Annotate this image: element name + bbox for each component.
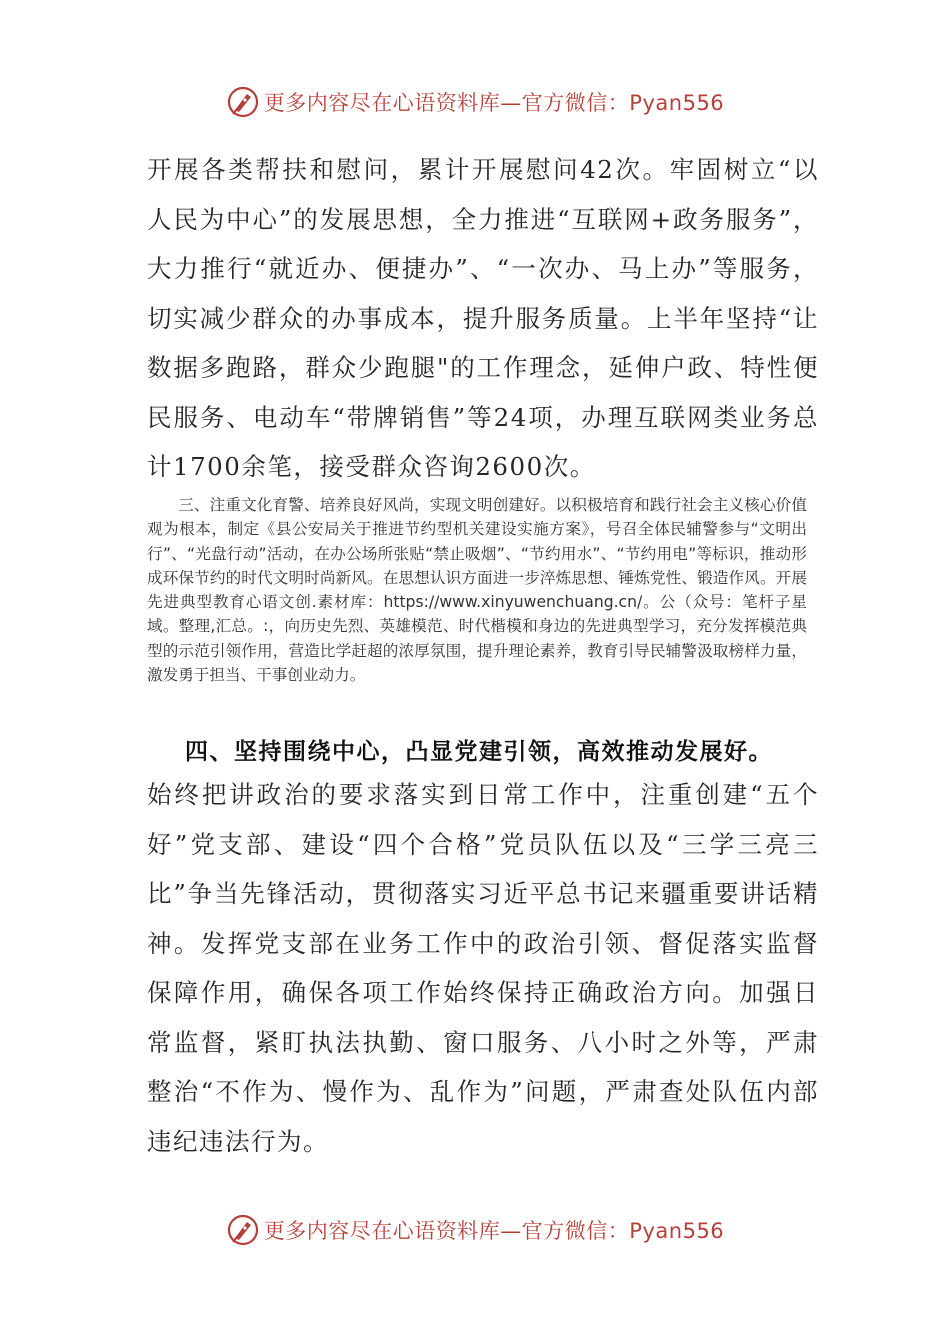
header-banner [0, 82, 950, 122]
pen-nib-icon [226, 85, 260, 119]
body-paragraph-1: 开展各类帮扶和慰问，累计开展慰问42次。牢固树立“以人民为中心”的发展思想，全力推进“互联网+政务服务”，大力推行“就近办、便捷办”、“一次办、马上办”等服务，切实减少群众的办事成本，提升服务质量。上半年坚持“让数据多跑路，群众少跑腿"的工作理念，延伸户政、特性便民服务、电动车“带牌销售”等24项，办理互联网类业务总计1700余笔，接受群众咨询2600次。 [147, 155, 819, 481]
header-banner-text: 更多内容尽在心语资料库—官方微信：Pyan556 [263, 91, 725, 115]
section-heading-4: 四、坚持围绕中心，凸显党建引领，高效推动发展好。 [185, 738, 773, 765]
pen-nib-icon [226, 1213, 260, 1247]
footer-banner [0, 1210, 950, 1250]
footer-banner-text: 更多内容尽在心语资料库—官方微信：Pyan556 [263, 1219, 725, 1243]
body-paragraph-3: 始终把讲政治的要求落实到日常工作中，注重创建“五个好”党支部、建设“四个合格”党员队伍以及“三学三亮三比”争当先锋活动，贯彻落实习近平总书记来疆重要讲话精神。发挥党支部在业务工作中的政治引领、督促落实监督保障作用，确保各项工作始终保持正确政治方向。加强日常监督，紧盯执法执勤、窗口服务、八小时之外等，严肃整治“不作为、慢作为、乱作为”问题，严肃查处队伍内部违纪违法行为。 [147, 780, 819, 1156]
body-paragraph-2: 三、注重文化育警、培养良好风尚，实现文明创建好。以积极培育和践行社会主义核心价值观为根本，制定《县公安局关于推进节约型机关建设实施方案》，号召全体民辅警参与“文明出行”、“光盘行动”活动，在办公场所张贴“禁止吸烟”、“节约用水”、“节约用电”等标识，推动形成环保节约的时代文明时尚新风。在思想认识方面进一步淬炼思想、锤炼党性、锻造作风。开展先进典型教育心语文创.素材库：https://www.xinyuwenchuang.cn/。公（众号：笔杆子星域。整理,汇总。:，向历史先烈、英雄模范、时代楷模和身边的先进典型学习，充分发挥模范典型的示范引领作用，营造比学赶超的浓厚氛围，提升理论素养，教育引导民辅警汲取榜样力量，激发勇于担当、干事创业动力。 [147, 496, 807, 685]
